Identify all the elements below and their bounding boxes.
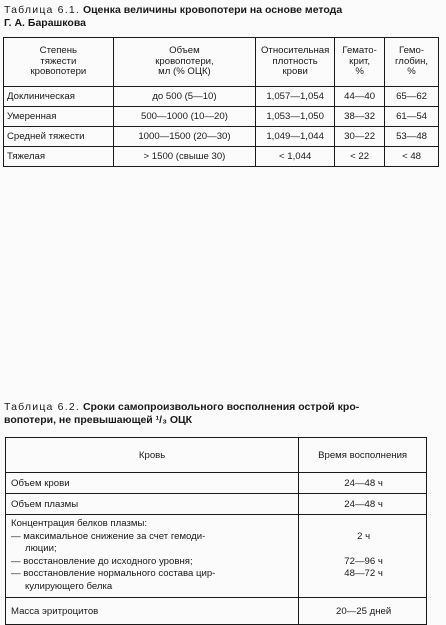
blood-loss-table (3, 37, 439, 167)
table2-label: Таблица 6.2. (4, 401, 81, 413)
table-row (4, 107, 439, 127)
table-row (6, 515, 427, 598)
table2-title: Сроки самопроизвольного восполнения острой кро- (82, 401, 360, 413)
table-cell: < 48 (385, 147, 439, 167)
table-row (4, 127, 439, 147)
table-cell: 61—54 (385, 107, 439, 127)
table-cell: Средней тяжести (4, 127, 114, 147)
table2-caption (4, 401, 440, 427)
table-cell: 1000—1500 (20—30) (113, 127, 255, 147)
table-cell: 24—48 ч (299, 494, 427, 515)
table1-caption (4, 4, 440, 30)
table-cell: 24—48 ч (299, 473, 427, 494)
table-cell: 65—62 (385, 87, 439, 107)
table1-title: Оценка величины кровопотери на основе метода (82, 4, 343, 16)
table-cell: 1,057—1,054 (256, 87, 335, 107)
table-cell: 20—25 дней (299, 598, 427, 625)
header-cell: Гемато- крит, % (335, 38, 385, 87)
table-row (6, 494, 427, 515)
table-header-row (4, 38, 439, 87)
table-cell: 30—22 (335, 127, 385, 147)
table-row (4, 147, 439, 167)
table-cell: Масса эритроцитов (6, 598, 299, 625)
table-cell: 500—1000 (10—20) (113, 107, 255, 127)
header-cell: Время восполнения (299, 438, 427, 473)
table-cell: Объем крови (6, 473, 299, 494)
table1-title-cont: Г. А. Барашкова (4, 17, 86, 29)
header-cell: Относительная плотность крови (256, 38, 335, 87)
table-cell: 38—32 (335, 107, 385, 127)
table-row (6, 598, 427, 625)
table-row (4, 87, 439, 107)
table1-label: Таблица 6.1. (4, 4, 81, 16)
table-cell: 1,053—1,050 (256, 107, 335, 127)
table-cell: 2 ч 72—96 ч 48—72 ч (299, 515, 427, 598)
table-cell: Доклиническая (4, 87, 114, 107)
table-cell: < 1,044 (256, 147, 335, 167)
table-cell: < 22 (335, 147, 385, 167)
header-cell: Кровь (6, 438, 299, 473)
table-header-row (6, 438, 427, 473)
table-cell: Умеренная (4, 107, 114, 127)
table-cell: 1,049—1,044 (256, 127, 335, 147)
table-cell: Тяжелая (4, 147, 114, 167)
table-row (6, 473, 427, 494)
table-cell: 53—48 (385, 127, 439, 147)
table-cell: > 1500 (свыше 30) (113, 147, 255, 167)
table-cell: до 500 (5—10) (113, 87, 255, 107)
restoration-time-table (5, 437, 427, 625)
table2-title-cont: вопотери, не превышающей ¹/₃ ОЦК (4, 414, 193, 426)
header-cell: Степень тяжести кровопотери (4, 38, 114, 87)
table-cell: Объем плазмы (6, 494, 299, 515)
table-cell: Концентрация белков плазмы: — максимальное снижение за счет гемоди- люции; — восстановление до исходного уровня; — восстановление нормального состава цир- кулирующего белка (6, 515, 299, 598)
table-cell: 44—40 (335, 87, 385, 107)
header-cell: Объем кровопотери, мл (% ОЦК) (113, 38, 255, 87)
header-cell: Гемо- глобин, % (385, 38, 439, 87)
